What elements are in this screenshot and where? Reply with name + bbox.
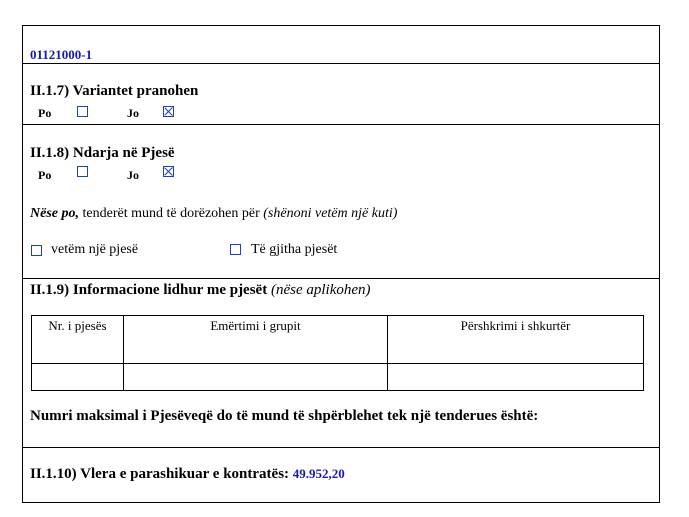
divider <box>23 278 659 279</box>
lots-jo-label: Jo <box>127 168 139 182</box>
column-header: Emërtimi i grupit <box>124 316 388 364</box>
contract-value-line <box>30 466 345 483</box>
reference-code: 01121000-1 <box>30 47 93 62</box>
option-one-lot-label: vetëm një pjesë <box>51 242 139 257</box>
document-frame <box>22 25 660 503</box>
section-lots-info-title-line <box>30 282 371 299</box>
divider <box>23 124 659 125</box>
max-lots-statement: Numri maksimal i Pjesëveqë do të mund të shpërblehet tek një tenderues është: <box>30 408 539 424</box>
variants-jo-label: Jo <box>127 106 139 120</box>
section-lots-division-title: II.1.8) Ndarja në Pjesë <box>30 145 175 161</box>
lots-table <box>31 315 644 391</box>
contract-value-label: II.1.10) Vlera e parashikuar e kontratës: <box>30 466 290 482</box>
condition-text: tenderët mund të dorëzohen për <box>79 206 264 221</box>
section-lots-info-title: II.1.9) Informacione lidhur me pjesët <box>30 282 268 298</box>
table-cell[interactable] <box>388 364 644 391</box>
column-header: Përshkrimi i shkurtër <box>388 316 644 364</box>
condition-hint: (shënoni vetëm një kuti) <box>263 206 398 221</box>
option-all-lots-checkbox[interactable] <box>230 244 241 255</box>
table-cell[interactable] <box>32 364 124 391</box>
lots-po-checkbox[interactable] <box>77 166 88 177</box>
option-one-lot-checkbox[interactable] <box>31 245 42 256</box>
divider <box>23 63 659 64</box>
divider <box>23 447 659 448</box>
variants-jo-checkbox[interactable] <box>163 106 174 117</box>
variants-po-checkbox[interactable] <box>77 106 88 117</box>
lots-jo-checkbox[interactable] <box>163 166 174 177</box>
contract-value-amount: 49.952,20 <box>292 466 345 481</box>
table-row <box>32 364 644 391</box>
lots-condition-line <box>30 206 397 222</box>
table-cell[interactable] <box>124 364 388 391</box>
lots-table-header <box>32 316 644 364</box>
column-header: Nr. i pjesës <box>32 316 124 364</box>
section-variants-title: II.1.7) Variantet pranohen <box>30 83 199 99</box>
section-lots-info-note: (nëse aplikohen) <box>270 282 371 298</box>
condition-bold: Nëse po, <box>30 206 79 221</box>
variants-po-label: Po <box>38 106 52 120</box>
lots-po-label: Po <box>38 168 52 182</box>
option-all-lots-label: Të gjitha pjesët <box>251 242 338 257</box>
